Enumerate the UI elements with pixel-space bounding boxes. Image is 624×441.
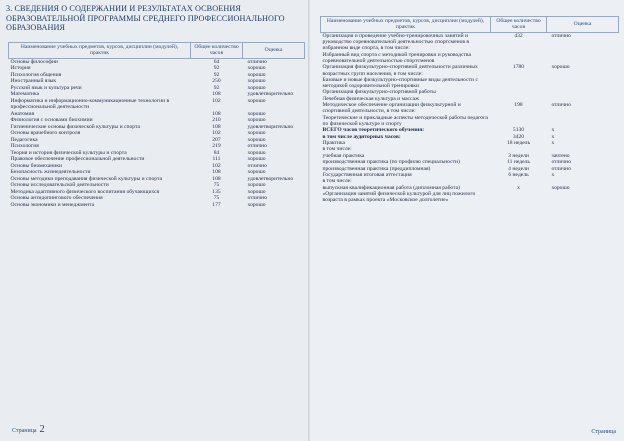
grade-cell: отлично: [247, 162, 267, 169]
hours-cell: 108: [212, 123, 221, 130]
hours-cell: 250: [212, 78, 221, 85]
left-page: [0, 0, 310, 441]
subject-cell: Практика: [322, 140, 346, 147]
grade-cell: хорошо: [247, 65, 266, 72]
hours-cell: [491, 115, 547, 128]
subject-cell: Избранный вид спорта с методикой тренировки и руководства соревновательной деятельностью спортсменов: [322, 51, 471, 64]
subject-cell: Основы исследовательской деятельности: [10, 182, 109, 189]
subject-cell: Основы врачебного контроля: [10, 130, 81, 137]
grade-cell: хорошо: [551, 184, 570, 191]
hours-cell: 111: [212, 156, 221, 163]
hours-cell: 18 недель: [506, 140, 531, 147]
grade-cell: отлично: [551, 32, 571, 39]
grade-cell: хорошо: [247, 149, 266, 156]
column-header-subject: Наименование учебных предметов, курсов, дисциплин (модулей), практик: [321, 17, 491, 33]
hours-cell: 92: [213, 71, 220, 78]
subject-cell: Педагогика: [10, 136, 38, 143]
grade-cell: хорошо: [247, 169, 266, 176]
subjects-table-right: [320, 16, 619, 204]
hours-cell: 5130: [512, 127, 525, 134]
subject-cell: История: [10, 65, 31, 72]
hours-cell: 219: [212, 143, 221, 150]
hours-cell: 108: [212, 91, 221, 98]
grade-cell: x: [551, 172, 555, 178]
subject-cell: производственная практика (преддипломная): [322, 165, 431, 172]
table-row: [321, 32, 619, 51]
subject-cell: Безопасность жизнедеятельности: [10, 169, 91, 176]
subject-cell: Организация физкультурно-спортивной работы: [322, 89, 436, 96]
hours-cell: 92: [213, 84, 220, 91]
subject-cell: Основы философии: [10, 58, 58, 65]
grade-cell: отлично: [551, 102, 571, 109]
grade-cell: [547, 52, 619, 65]
grade-cell: хорошо: [247, 136, 266, 143]
hours-cell: [491, 77, 547, 90]
subject-cell: Государственная итоговая аттестация: [322, 172, 412, 178]
hours-cell: 102: [212, 162, 221, 169]
subjects-table-left: [8, 42, 305, 208]
subject-cell: Основы биомеханики: [10, 162, 62, 169]
grade-cell: отлично: [551, 165, 571, 172]
hours-cell: 75: [213, 195, 220, 202]
hours-cell: 11 недель: [507, 159, 530, 166]
subject-cell: Физиология с основами биохимии: [10, 117, 93, 124]
subject-cell: Организация и проведение учебно-тренировочных занятий и руководство соревновательной деятельностью спортсменов в избранном виде спорта, в том числе:: [322, 32, 470, 52]
hours-cell: 207: [212, 136, 221, 143]
subject-cell: Анатомия: [10, 110, 35, 117]
grade-cell: хорошо: [247, 201, 266, 208]
grade-cell: [547, 77, 619, 90]
hours-cell: 102: [212, 97, 221, 104]
column-header-grade: Оценка: [547, 17, 619, 33]
table-row: [321, 102, 619, 115]
subject-cell: Теоретические и прикладные аспекты методической работы педагога по физической культуре и спорту: [322, 114, 488, 127]
grade-cell: хорошо: [247, 97, 266, 104]
grade-cell: x: [551, 127, 555, 134]
hours-cell: 75: [213, 182, 220, 189]
table-row: [321, 52, 619, 65]
page-number: 2: [39, 424, 45, 435]
hours-cell: 177: [212, 201, 221, 208]
grade-cell: удовлетворительно: [247, 91, 294, 98]
page-label: Страница: [12, 428, 37, 434]
subject-cell: в том числе:: [322, 178, 352, 185]
hours-cell: 135: [212, 188, 221, 195]
grade-cell: отлично: [247, 195, 267, 202]
grade-cell: отлично: [551, 159, 571, 166]
grade-cell: хорошо: [247, 188, 266, 195]
subject-cell: Методика адаптивного физического воспитания обучающихся: [10, 188, 160, 195]
subject-cell: Основы антидопингового обеспечения: [10, 195, 103, 202]
hours-cell: 1780: [512, 64, 525, 71]
right-page: [312, 0, 624, 441]
grade-cell: хорошо: [247, 78, 266, 85]
hours-cell: 6 недель: [508, 172, 529, 178]
table-row: [9, 98, 305, 111]
subject-cell: Гигиенические основы физической культуры и спорта: [10, 123, 140, 130]
subject-cell: выпускная квалификационная работа (дипломная работа) «Организация занятий физической культурой для лиц пожилого возраста в рамках проекта «Московское долголетие»: [322, 184, 476, 204]
table-row: [9, 58, 305, 65]
subject-cell: Лечебная физическая культура и массаж: [322, 95, 419, 102]
subject-cell: Организация физкультурно-спортивной деятельности различных возрастных групп населения, в том числе:: [322, 64, 478, 77]
table-row: [9, 202, 305, 209]
grade-cell: хорошо: [551, 64, 570, 71]
grade-cell: хорошо: [247, 84, 266, 91]
hours-cell: 108: [212, 110, 221, 117]
column-header-hours: Общее количество часов: [491, 17, 547, 33]
hours-cell: 92: [213, 65, 220, 72]
subject-cell: Психология: [10, 143, 39, 150]
hours-cell: 432: [514, 32, 523, 39]
subject-cell: Методическое обеспечение организации физкультурной и спортивной деятельности, в том числе:: [322, 102, 461, 115]
table-row: [321, 115, 619, 128]
hours-cell: 108: [212, 169, 221, 176]
grade-cell: [547, 115, 619, 128]
hours-cell: 3420: [512, 133, 525, 140]
table-row: [321, 77, 619, 90]
subject-cell: Правовое обеспечение профессиональной деятельности: [10, 156, 145, 163]
hours-cell: [491, 52, 547, 65]
subject-cell: Теория и история физической культуры и спорта: [10, 149, 127, 156]
subject-cell: Психология общения: [10, 71, 62, 78]
grade-cell: хорошо: [247, 117, 266, 124]
subject-cell: Иностранный язык: [10, 78, 57, 85]
column-header-subject: Наименование учебных предметов, курсов, дисциплин (модулей), практик: [9, 43, 191, 59]
subject-cell: в том числе:: [322, 146, 352, 153]
subject-cell: в том числе аудиторных часов:: [322, 133, 401, 140]
table-row: [321, 185, 619, 204]
grade-cell: удовлетворительно: [247, 175, 294, 182]
subject-cell: Базовые и новые физкультурно-спортивные виды деятельности с методикой оздоровительной тренировки: [322, 76, 478, 90]
hours-cell: 108: [212, 175, 221, 182]
grade-cell: удовлетворительно: [247, 123, 294, 130]
subject-cell: Русский язык и культура речи: [10, 84, 82, 91]
grade-cell: зачтено: [551, 152, 570, 159]
grade-cell: x: [551, 133, 555, 140]
table-row: [321, 64, 619, 77]
grade-cell: x: [551, 140, 555, 147]
hours-cell: 210: [212, 117, 221, 124]
hours-cell: 102: [212, 130, 221, 137]
grade-cell: отлично: [247, 58, 267, 65]
subject-cell: Информатика и информационно-коммуникационные технологии в профессиональной деятельности: [10, 97, 170, 111]
hours-cell: x: [517, 184, 520, 191]
hours-cell: 198: [514, 102, 523, 109]
subject-cell: производственная практика (по профилю специальности): [322, 159, 460, 166]
hours-cell: 64: [213, 58, 220, 65]
hours-cell: 4 недели: [508, 165, 529, 172]
column-header-grade: Оценка: [243, 43, 305, 59]
grade-cell: хорошо: [247, 130, 266, 137]
column-header-hours: Общее количество часов: [191, 43, 243, 59]
subject-cell: Основы методики преподавания физической культуры и спорта: [10, 175, 163, 182]
grade-cell: хорошо: [247, 110, 266, 117]
subject-cell: Математика: [10, 91, 40, 98]
hours-cell: 84: [213, 149, 220, 156]
grade-cell: хорошо: [247, 182, 266, 189]
grade-cell: хорошо: [247, 156, 266, 163]
section-heading: 3. СВЕДЕНИЯ О СОДЕРЖАНИИ И РЕЗУЛЬТАТАХ ОСВОЕНИЯ ОБРАЗОВАТЕЛЬНОЙ ПРОГРАММЫ СРЕДНЕГО ПРОФЕССИОНАЛЬНОГО ОБРАЗОВАНИЯ: [6, 4, 285, 32]
hours-cell: 3 недели: [508, 152, 529, 159]
subject-cell: учебная практика: [322, 152, 365, 159]
subject-cell: Основы экономики и менеджмента: [10, 201, 95, 208]
page-footer-left: [12, 424, 45, 435]
grade-cell: хорошо: [247, 71, 266, 78]
grade-cell: отлично: [247, 143, 267, 150]
page-footer-right: [591, 429, 616, 435]
subject-cell: ВСЕГО часов теоретического обучения:: [322, 127, 425, 134]
page-label: Страница: [591, 429, 616, 435]
